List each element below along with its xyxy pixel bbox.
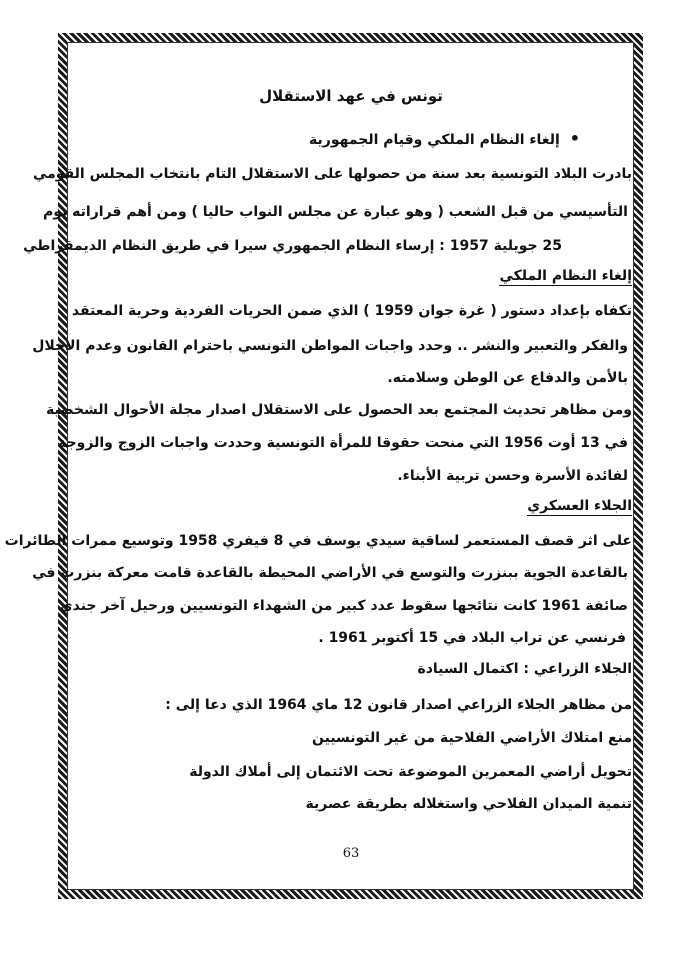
text-line: بالأمن والدفاع عن الوطن وسلامته. [387, 370, 628, 386]
section-heading-text: إلغاء النظام الملكي [499, 268, 632, 284]
text-line: لفائدة الأسرة وحسن تربية الأبناء. [397, 468, 628, 484]
document-page [4, 60, 632, 900]
text-line: تكفاه بإعداد دستور ( غرة جوان 1959 ) الذي ضمن الحريات الفردية وحرية المعتقد [71, 303, 632, 319]
section-heading-agrarian: الجلاء الزراعي : اكتمال السيادة [417, 661, 632, 677]
list-item: تحويل أراضي المعمرين الموضوعة تحت الائتمان إلى أملاك الدولة [189, 764, 632, 780]
text-line: فرنسي عن تراب البلاد في 15 أكتوبر 1961 . [318, 630, 626, 646]
text-line: 25 جويلية 1957 : إرساء النظام الجمهوري سيرا في طريق النظام الديمقراطي [23, 238, 562, 254]
list-item: تنمية الميدان الفلاحي واستغلاله بطريقة عصرية [305, 796, 632, 812]
list-item: منع امتلاك الأراضي الفلاحية من غير التونسيين [312, 730, 632, 746]
text-line: على اثر قصف المستعمر لساقية سيدي يوسف في 8 فيفري 1958 وتوسيع ممرات الطائرات [4, 533, 632, 549]
section-heading-text: الجلاء العسكري [527, 498, 632, 514]
page-title: تونس في عهد الاستقلال [259, 87, 443, 105]
text-line: ومن مظاهر تحديث المجتمع بعد الحصول على الاستقلال اصدار مجلة الأحوال الشخصية [45, 402, 632, 418]
section-heading-monarchy [70, 266, 632, 286]
text-line: والفكر والتعبير والنشر .. وحدد واجبات المواطن التونسي باحترام القانون وعدم الاخلال [32, 338, 628, 354]
page-number: 63 [342, 846, 360, 861]
section-heading-military [70, 496, 632, 516]
text-line: بادرت البلاد التونسية بعد سنة من حصولها على الاستقلال التام بانتخاب المجلس القومي [32, 166, 632, 182]
text-line: من مظاهر الجلاء الزراعي اصدار قانون 12 ماي 1964 الذي دعا إلى : [165, 697, 632, 713]
text-line: صائفة 1961 كانت نتائجها سقوط عدد كبير من الشهداء التونسيين ورحيل آخر جندي [59, 598, 628, 614]
text-line: بالقاعدة الجوية ببنزرت والتوسع في الأراضي المحيطة بالقاعدة قامت معركة بنزرت في [32, 565, 628, 581]
text-line: في 13 أوت 1956 التي منحت حقوقا للمرأة التونسية وحددت واجبات الزوج والزوجة [58, 435, 628, 451]
text-line: التأسيسي من قبل الشعب ( وهو عبارة عن مجلس النواب حاليا ) ومن أهم قراراته يوم [43, 204, 628, 220]
bullet-heading: • إلغاء النظام الملكي وقيام الجمهورية [70, 129, 580, 150]
